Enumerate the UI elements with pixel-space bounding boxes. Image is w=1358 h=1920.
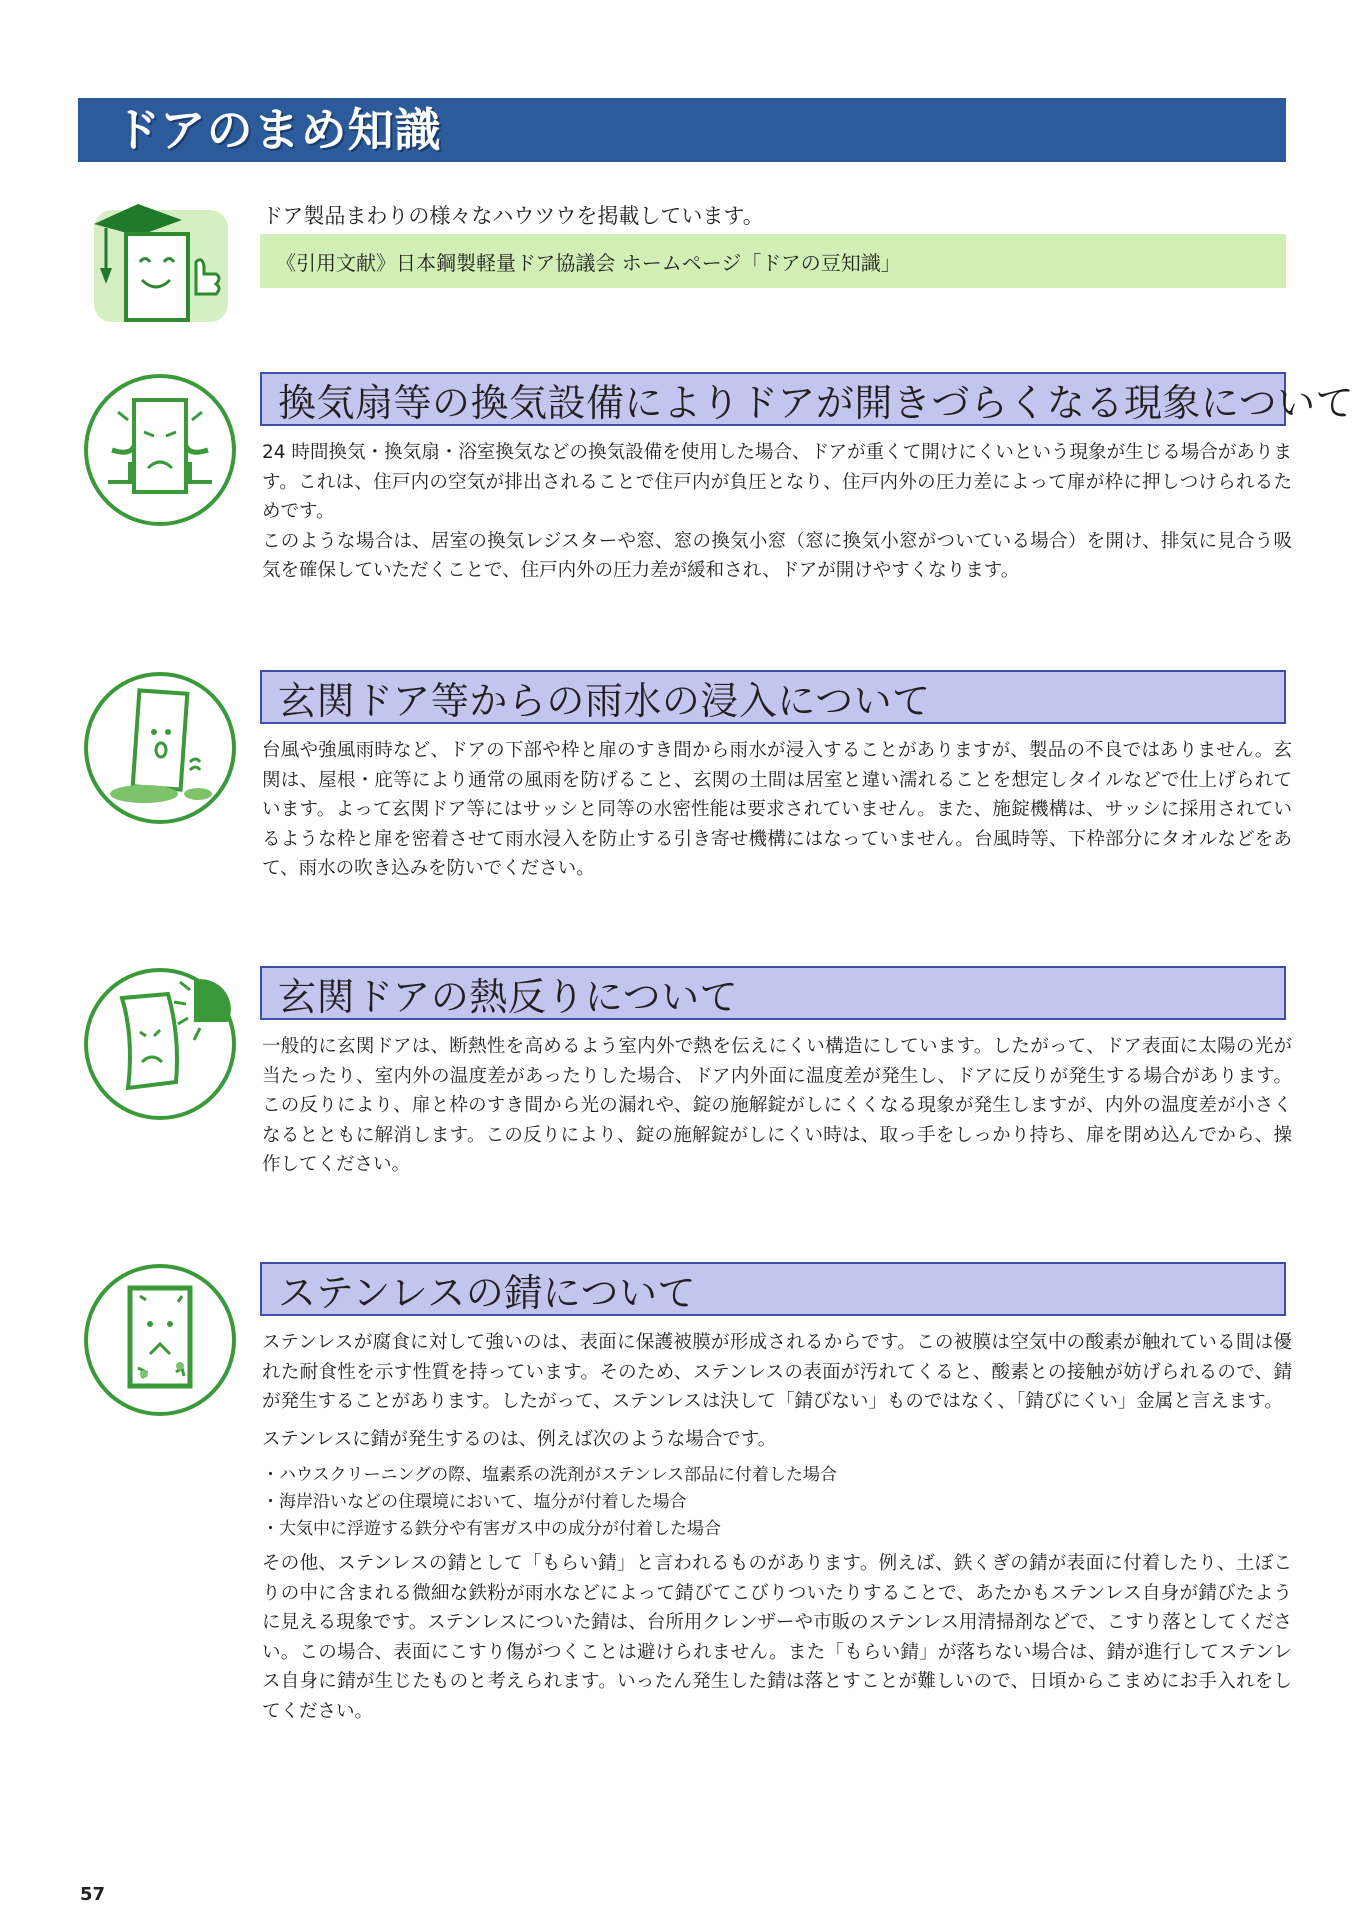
- section-header: [260, 670, 1286, 724]
- list-item: ・ハウスクリーニングの際、塩素系の洗剤がステンレス部品に付着した場合: [262, 1465, 838, 1485]
- section-title: 玄関ドア等からの雨水の浸入について: [278, 678, 931, 723]
- rusty-door-icon: [82, 1262, 238, 1418]
- section-body: [262, 438, 1292, 586]
- paragraph: ステンレスに錆が発生するのは、例えば次のような場合です。: [262, 1428, 777, 1450]
- intro-text: ドア製品まわりの様々なハウツウを掲載しています。: [262, 204, 764, 228]
- paragraph: 一般的に玄関ドアは、断熱性を高めるよう室内外で熱を伝えにくい構造にしています。したがって、ドア表面に太陽の光が当たったり、室内外の温度差があったりした場合、ドア内外面に温度差が発生し、ドアに反りが発生する場合があります。この反りにより、扉と枠のすき間から光の漏れや、錠の施解錠がしにくくなる現象が発生しますが、内外の温度差が小さくなるとともに解消します。この反りにより、錠の施解錠がしにくい時は、取っ手をしっかり持ち、扉を閉め込んでから、操作してください。: [262, 1036, 1292, 1175]
- list-item: ・大気中に浮遊する鉄分や有害ガス中の成分が付着した場合: [262, 1519, 721, 1539]
- section-body: [262, 1032, 1292, 1180]
- section-title: 換気扇等の換気設備によりドアが開きづらくなる現象について: [278, 380, 1355, 425]
- intro-source: [260, 234, 1286, 288]
- section-title: ステンレスの錆について: [278, 1270, 696, 1315]
- section-header: [260, 1262, 1286, 1316]
- page-number: 57: [80, 1884, 106, 1905]
- page-title-bar: [78, 98, 1286, 162]
- sun-door-icon: [82, 966, 238, 1122]
- section-body: [262, 736, 1292, 884]
- paragraph: ステンレスが腐食に対して強いのは、表面に保護被膜が形成されるからです。この被膜は空気中の酸素が触れている間は優れた耐食性を示す性質を持っています。そのため、ステンレスの表面が汚れてくると、酸素との接触が妨げられるので、錆が発生することがあります。したがって、ステンレスは決して「錆びない」ものではなく、「錆びにくい」金属と言えます。: [262, 1332, 1292, 1412]
- paragraph: 24 時間換気・換気扇・浴室換気などの換気設備を使用した場合、ドアが重くて開けにくいという現象が生じる場合があります。これは、住戸内の空気が排出されることで住戸内が負圧となり、住戸内外の圧力差によって扉が枠に押しつけられるためです。: [262, 442, 1292, 522]
- rain-door-icon: [82, 670, 238, 826]
- page-title: ドアのまめ知識: [114, 103, 442, 157]
- paragraph: 台風や強風雨時など、ドアの下部や枠と扉のすき間から雨水が浸入することがありますが、製品の不良ではありません。玄関は、屋根・庇等により通常の風雨を防げること、玄関の土間は居室と違い濡れることを想定しタイルなどで仕上げられています。よって玄関ドア等にはサッシと同等の水密性能は要求されていません。また、施錠機構は、サッシに採用されているような枠と扉を密着させて雨水浸入を防止する引き寄せ機構にはなっていません。台風時等、下枠部分にタオルなどをあて、雨水の吹き込みを防いでください。: [262, 740, 1292, 879]
- section-header: [260, 966, 1286, 1020]
- graduate-door-icon: [88, 196, 236, 328]
- list-item: ・海岸沿いなどの住環境において、塩分が付着した場合: [262, 1492, 687, 1512]
- paragraph: その他、ステンレスの錆として「もらい錆」と言われるものがあります。例えば、鉄くぎの錆が表面に付着したり、土ぼこりの中に含まれる微細な鉄粉が雨水などによって錆びてこびりついたりすることで、あたかもステンレス自身が錆びたように見える現象です。ステンレスについた錆は、台所用クレンザーや市販のステンレス用清掃剤などで、こすり落としてください。この場合、表面にこすり傷がつくことは避けられません。また「もらい錆」が落ちない場合は、錆が進行してステンレス自身に錆が生じたものと考えられます。いったん発生した錆は落とすことが難しいので、日頃からこまめにお手入れをしてください。: [262, 1553, 1292, 1722]
- section-title: 玄関ドアの熱反りについて: [278, 974, 739, 1019]
- section-body: [262, 1328, 1292, 1726]
- pressed-door-icon: [82, 372, 238, 528]
- paragraph: このような場合は、居室の換気レジスターや窓、窓の換気小窓（窓に換気小窓がついている場合）を開け、排気に見合う吸気を確保していただくことで、住戸内外の圧力差が緩和され、ドアが開けやすくなります。: [262, 530, 1292, 581]
- source-citation: 《引用文献》日本鋼製軽量ドア協議会 ホームページ「ドアの豆知識」: [276, 250, 901, 275]
- section-header: [260, 372, 1355, 426]
- bullet-list: [262, 1462, 1292, 1543]
